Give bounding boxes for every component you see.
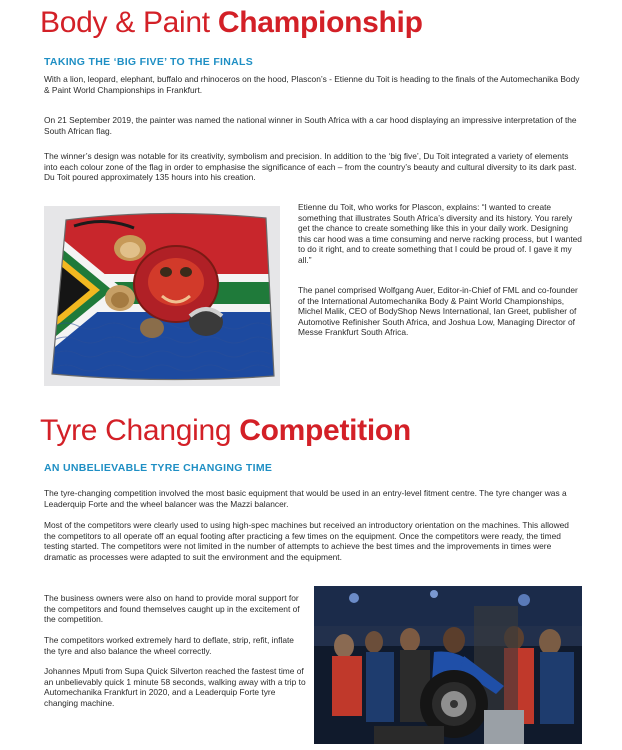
body-paint-paragraph-2: On 21 September 2019, the painter was named the national winner in South Africa with a car hood displaying an impressive interpretation of the South African flag. [44, 115, 577, 136]
tyre-changing-subtitle: AN UNBELIEVABLE TYRE CHANGING TIME [44, 462, 273, 474]
tyre-competition-photo [314, 586, 582, 744]
car-hood-flag-artwork [44, 206, 280, 386]
heading-light-text: Tyre Changing [40, 414, 240, 447]
tyre-changing-paragraph-5: Johannes Mputi from Supa Quick Silverton reached the fastest time of an unbelievably quick 1 minute 58 seconds, walking away with a trip to Automechanika Frankfurt in 2020, and a Leaderquip Forte tyre changing machine. [44, 666, 306, 708]
tyre-changing-paragraph-2: Most of the competitors were clearly used to using high-spec machines but received an introductory orientation on the machines. This allowed the competitors to all operate off an equal footing after practicing a few times on the equipment. Once the competitors were ready, the timed testing started. The competitors were not limited in the number of attempts to achieve the best times and the improvements in times were dramatic as processes were adapted to suit the environment and the equipment. [44, 520, 569, 562]
tyre-changing-heading [40, 414, 411, 448]
heading-bold-text: Championship [217, 6, 423, 39]
tyre-competition-scene [314, 586, 582, 744]
body-paint-paragraph-5: The panel comprised Wolfgang Auer, Editor-in-Chief of FML and co-founder of the International Automechanika Body & Paint World Championships, Michel Malik, CEO of BodyShop News International, Ian Greet, publisher of Automotive Refinisher South Africa, and Joshua Low, Managing Director of Messe Frankfurt South Africa. [298, 285, 578, 338]
tyre-changing-paragraph-3: The business owners were also on hand to provide moral support for the competitors and found themselves caught up in the excitement of the competition. [44, 593, 300, 625]
body-paint-heading [40, 6, 423, 40]
body-paint-paragraph-1: With a lion, leopard, elephant, buffalo and rhinoceros on the hood, Plascon’s - Etienne du Toit is heading to the finals of the Automechanika Body & Paint World Championships in Frankfurt. [44, 74, 580, 95]
heading-bold-text: Competition [239, 414, 411, 447]
tyre-changing-paragraph-1: The tyre-changing competition involved the most basic equipment that would be used in an entry-level fitment centre. The tyre changer was a Leaderquip Forte and the wheel balancer was the Mazzi balancer. [44, 488, 567, 509]
body-paint-subtitle: TAKING THE ‘BIG FIVE’ TO THE FINALS [44, 56, 254, 68]
car-hood-photo [44, 206, 280, 386]
tyre-changing-paragraph-4: The competitors worked extremely hard to deflate, strip, refit, inflate the tyre and also balance the wheel correctly. [44, 635, 294, 656]
body-paint-paragraph-3: The winner’s design was notable for its creativity, symbolism and precision. In addition to the ‘big five’, Du Toit integrated a variety of elements into each colour zone of the flag in order to emphasise the significance of each – from the country’s beauty and cultural diversity to its dark past. Du Toit poured approximately 135 hours into his creation. [44, 151, 577, 183]
body-paint-paragraph-4: Etienne du Toit, who works for Plascon, explains: “I wanted to create something that illustrates South Africa’s diversity and its history. You rarely get the chance to create something like this in your daily work. Designing this car hood was a time consuming and nerve racking process, but I wanted to do it right, and to create something that I could be proud of. I gave it my all.” [298, 202, 582, 265]
heading-light-text: Body & Paint [40, 6, 218, 39]
